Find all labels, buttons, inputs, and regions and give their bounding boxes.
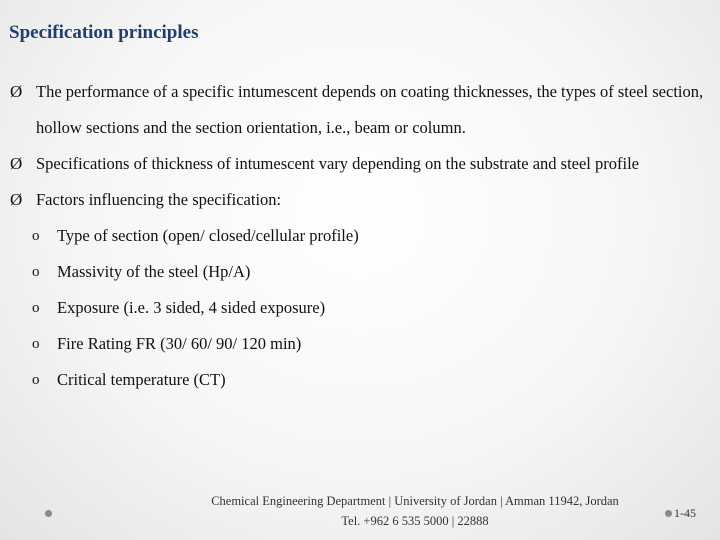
page-number: 1-45 (674, 506, 696, 520)
slide-title: Specification principles (9, 22, 199, 43)
sub-bullet-item (10, 326, 715, 362)
bullet-list (10, 74, 715, 398)
bullet-item (10, 182, 715, 218)
slide-footer (180, 491, 650, 531)
footer-phone-line: Tel. +962 6 535 5000 | 22888 (341, 514, 489, 528)
bullet-item (10, 146, 715, 182)
footer-department-line: Chemical Engineering Department | University of Jordan | Amman 11942, Jordan (211, 494, 619, 508)
circle-bullet-icon: o (32, 372, 40, 388)
bullet-text: Specifications of thickness of intumescent vary depending on the substrate and steel profile (36, 154, 639, 173)
arrow-bullet-icon: Ø (10, 82, 23, 101)
arrow-bullet-icon: Ø (10, 190, 23, 209)
sub-bullet-text: Fire Rating FR (30/ 60/ 90/ 120 min) (57, 334, 302, 353)
circle-bullet-icon: o (32, 336, 40, 352)
arrow-bullet-icon: Ø (10, 154, 23, 173)
circle-bullet-icon: o (32, 300, 40, 316)
sub-bullet-item (10, 362, 715, 398)
bullet-text: Factors influencing the specification: (36, 190, 282, 209)
bullet-item (10, 74, 715, 146)
decorative-dot-icon (665, 510, 672, 517)
sub-bullet-item (10, 254, 715, 290)
sub-bullet-text: Massivity of the steel (Hp/A) (57, 262, 251, 281)
sub-bullet-item (10, 290, 715, 326)
sub-bullet-text: Type of section (open/ closed/cellular profile) (57, 226, 359, 245)
decorative-dot-icon (45, 510, 52, 517)
bullet-text: The performance of a specific intumescent depends on coating thicknesses, the types of steel section, hollow sections and the section orientation, i.e., beam or column. (36, 82, 704, 137)
sub-bullet-text: Critical temperature (CT) (57, 370, 226, 389)
sub-bullet-item (10, 218, 715, 254)
circle-bullet-icon: o (32, 264, 40, 280)
sub-bullet-text: Exposure (i.e. 3 sided, 4 sided exposure) (57, 298, 326, 317)
circle-bullet-icon: o (32, 228, 40, 244)
